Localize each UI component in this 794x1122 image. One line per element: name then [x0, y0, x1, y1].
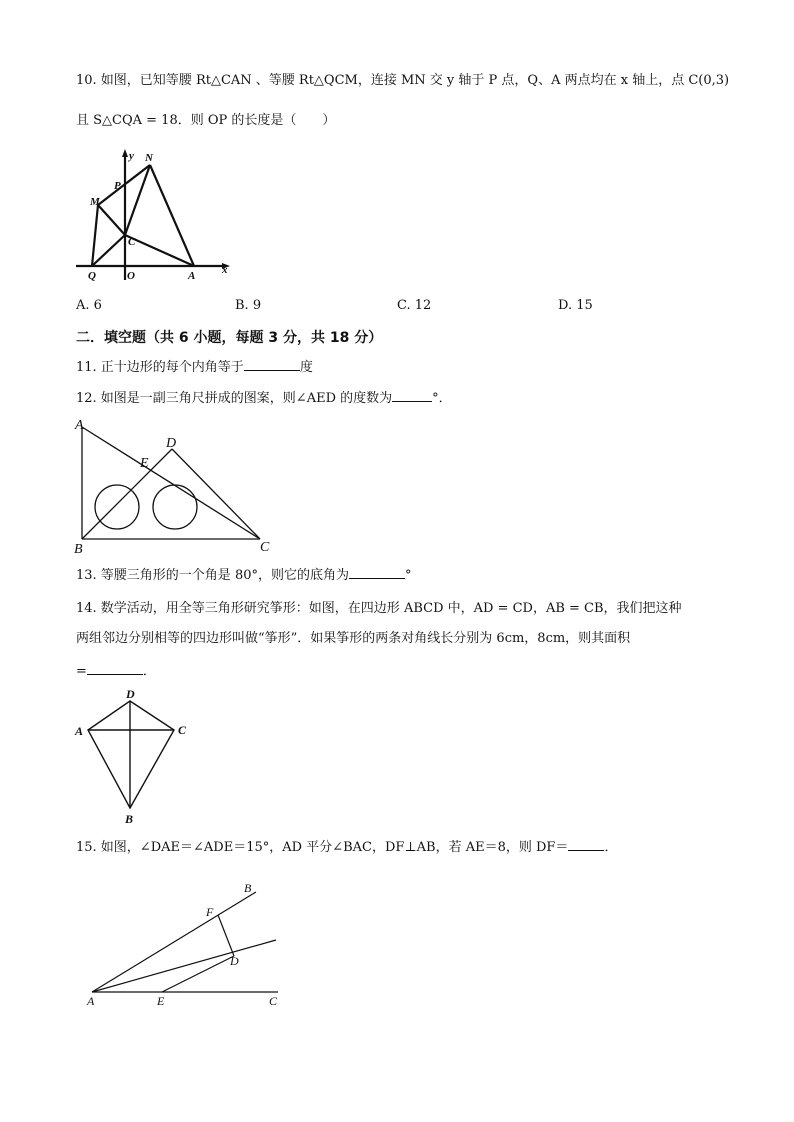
- q10-label-N: N: [145, 152, 153, 164]
- q14-answer-blank[interactable]: [87, 662, 143, 675]
- q10-line1: 10. 如图，已知等腰 Rt△CAN 、等腰 Rt△QCM，连接 MN 交 y 轴于 P 点，Q、A 两点均在 x 轴上，点 C(0,3): [76, 73, 730, 88]
- q15-label-A: A: [87, 994, 95, 1008]
- q12-label-A: A: [75, 418, 84, 433]
- q12-answer-blank[interactable]: [392, 389, 432, 402]
- section-title: 二．填空题（共 6 小题，每题 3 分，共 18 分）: [76, 330, 383, 346]
- q15-label-B: B: [244, 881, 252, 895]
- q12-text: 12. 如图是一副三角尺拼成的图案，则∠AED 的度数为: [76, 391, 393, 406]
- q10-label-y: y: [129, 150, 134, 162]
- q11-answer-blank[interactable]: [244, 358, 300, 371]
- q15-suffix: ．: [604, 840, 618, 855]
- q15-label-F: F: [206, 905, 214, 919]
- q11-suffix: 度: [299, 360, 313, 375]
- q14-figure: [72, 688, 192, 828]
- q13: [76, 566, 411, 585]
- q10-label-O: O: [127, 270, 135, 282]
- q14-equals: =: [76, 664, 87, 679]
- q14-label-B: B: [125, 812, 134, 826]
- q15: [76, 838, 617, 857]
- q12-label-D: D: [166, 436, 177, 451]
- q10-option-d: D. 15: [558, 298, 593, 313]
- q10-figure: [72, 145, 237, 280]
- q14-suffix: ．: [142, 664, 156, 679]
- q15-label-D: D: [230, 954, 239, 968]
- q15-answer-blank[interactable]: [568, 838, 604, 851]
- q11: [76, 358, 313, 377]
- q10-label-M: M: [90, 196, 100, 208]
- q14-line1: 14. 数学活动，用全等三角形研究筝形：如图，在四边形 ABCD 中，AD = CD，AB = CB，我们把这种: [76, 601, 682, 616]
- q14-label-A: A: [75, 724, 84, 738]
- q10-label-A: A: [188, 270, 196, 282]
- q15-text: 15. 如图，∠DAE＝∠ADE＝15°，AD 平分∠BAC，DF⊥AB，若 AE＝8，则 DF＝: [76, 840, 569, 855]
- q15-figure: [80, 880, 290, 1010]
- q10-option-a: A. 6: [76, 298, 102, 313]
- q14-line3: [76, 662, 156, 681]
- q10-option-c: C. 12: [397, 298, 432, 313]
- q13-text: 13. 等腰三角形的一个角是 80°，则它的底角为: [76, 568, 349, 583]
- q12-label-B: B: [74, 542, 83, 557]
- q10-label-x: x: [222, 264, 228, 276]
- q10-label-P: P: [114, 180, 121, 192]
- q13-suffix: °: [404, 568, 412, 583]
- q15-label-E: E: [157, 994, 165, 1008]
- q12-figure: [72, 417, 277, 557]
- q10-label-Q: Q: [88, 270, 96, 282]
- q10-label-C: C: [128, 236, 136, 248]
- q11-text: 11. 正十边形的每个内角等于: [76, 360, 244, 375]
- q13-answer-blank[interactable]: [349, 566, 405, 579]
- q10-option-b: B. 9: [235, 298, 262, 313]
- q14-label-C: C: [178, 723, 187, 737]
- q15-label-C: C: [269, 994, 278, 1008]
- q12-suffix: °．: [432, 391, 452, 406]
- q14-line2: 两组邻边分别相等的四边形叫做“筝形”．如果筝形的两条对角线长分别为 6cm，8cm，则其面积: [76, 631, 631, 646]
- q12-label-C: C: [260, 540, 270, 555]
- q12: [76, 389, 452, 408]
- q12-label-E: E: [140, 456, 149, 471]
- q14-label-D: D: [126, 687, 135, 701]
- q10-line2: 且 S△CQA = 18．则 OP 的长度是（ ）: [76, 113, 336, 128]
